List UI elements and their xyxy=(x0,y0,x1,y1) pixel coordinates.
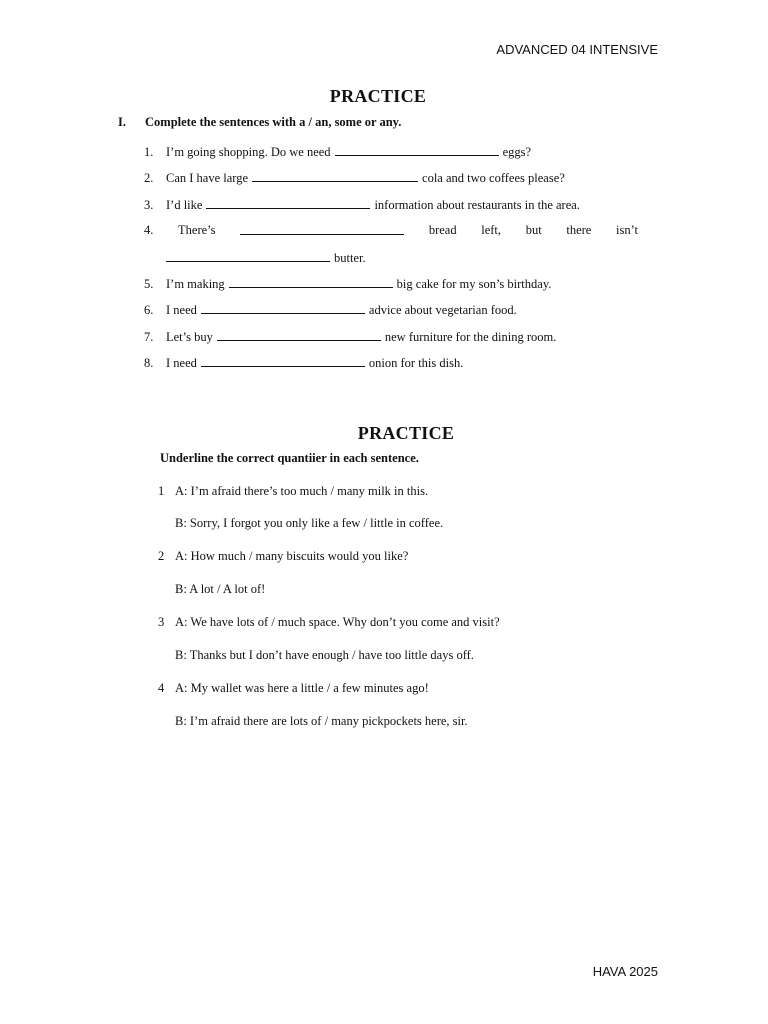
practice-title-2: PRACTICE xyxy=(357,423,455,443)
item-text-before: I need xyxy=(166,356,197,370)
section1-instruction xyxy=(118,115,401,130)
item-text-before: Can I have large xyxy=(166,171,249,185)
dialogue-1-line-a xyxy=(158,484,428,499)
dialogue-2-line-b: B: A lot / A lot of! xyxy=(175,582,266,596)
item-number: 1. xyxy=(144,145,154,159)
item-text-after: onion for this dish. xyxy=(368,356,464,370)
item-word: bread xyxy=(428,223,457,237)
item-number: 7. xyxy=(144,330,154,344)
exercise-item-7 xyxy=(144,329,556,345)
answer-blank[interactable] xyxy=(229,276,393,288)
answer-blank[interactable] xyxy=(201,302,365,314)
exercise-item-4-continued xyxy=(166,250,366,266)
footer-label: HAVA 2025 xyxy=(592,964,658,979)
item-number: 3. xyxy=(144,198,154,212)
item-text-after: cola and two coffees please? xyxy=(422,171,565,185)
exercise-item-6 xyxy=(144,302,517,318)
item-word: there xyxy=(566,223,592,237)
item-text-before: I’m making xyxy=(166,277,225,291)
answer-blank[interactable] xyxy=(201,355,365,367)
header-course-label: ADVANCED 04 INTENSIVE xyxy=(496,42,658,57)
item-text-after: advice about vegetarian food. xyxy=(368,303,517,317)
item-text-after: information about restaurants in the area. xyxy=(374,198,580,212)
item-word: but xyxy=(525,223,542,237)
exercise-item-1 xyxy=(144,144,531,160)
answer-blank[interactable] xyxy=(217,329,381,341)
answer-blank[interactable] xyxy=(166,250,330,262)
item-text-after: butter. xyxy=(334,251,366,265)
dialogue-3-line-a xyxy=(158,615,500,630)
dialogue-text: A: My wallet was here a little / a few minutes ago! xyxy=(175,681,429,695)
section-numeral: I. xyxy=(118,115,126,129)
item-number: 4. xyxy=(144,223,154,237)
item-number: 5. xyxy=(144,277,154,291)
dialogue-1-line-b: B: Sorry, I forgot you only like a few / little in coffee. xyxy=(175,516,444,530)
item-number: 4 xyxy=(158,681,165,695)
exercise-item-3 xyxy=(144,197,580,213)
section2-instruction: Underline the correct quantiier in each sentence. xyxy=(160,451,419,465)
exercise-item-2 xyxy=(144,170,565,186)
item-text-after: big cake for my son’s birthday. xyxy=(396,277,552,291)
item-number: 3 xyxy=(158,615,165,629)
dialogue-4-line-a xyxy=(158,681,429,696)
dialogue-3-line-b: B: Thanks but I don’t have enough / have too little days off. xyxy=(175,648,474,662)
answer-blank[interactable] xyxy=(252,170,418,182)
dialogue-text: A: How much / many biscuits would you like? xyxy=(175,549,409,563)
exercise-item-8 xyxy=(144,355,463,371)
dialogue-2-line-a xyxy=(158,549,408,564)
dialogue-text: A: We have lots of / much space. Why don’t you come and visit? xyxy=(175,615,500,629)
exercise-item-4 xyxy=(144,223,638,238)
instruction-text: Complete the sentences with a / an, some or any. xyxy=(145,115,402,129)
item-number: 1 xyxy=(158,484,165,498)
practice-title-1: PRACTICE xyxy=(329,86,427,106)
item-number: 6. xyxy=(144,303,154,317)
item-word: left, xyxy=(481,223,502,237)
answer-blank[interactable] xyxy=(335,144,499,156)
item-text-before: Let’s buy xyxy=(166,330,213,344)
item-text-after: eggs? xyxy=(502,145,532,159)
answer-blank[interactable] xyxy=(206,197,370,209)
item-text-before: I’d like xyxy=(166,198,203,212)
item-word: There’s xyxy=(178,223,216,237)
item-number: 2. xyxy=(144,171,154,185)
item-text-after: new furniture for the dining room. xyxy=(384,330,557,344)
dialogue-4-line-b: B: I’m afraid there are lots of / many pickpockets here, sir. xyxy=(175,714,468,728)
item-number: 2 xyxy=(158,549,165,563)
item-text-before: I’m going shopping. Do we need xyxy=(166,145,331,159)
item-word: isn’t xyxy=(615,223,638,237)
answer-blank[interactable] xyxy=(240,223,404,235)
item-number: 8. xyxy=(144,356,154,370)
dialogue-text: A: I’m afraid there’s too much / many milk in this. xyxy=(175,484,429,498)
exercise-item-5 xyxy=(144,276,551,292)
item-text-before: I need xyxy=(166,303,197,317)
